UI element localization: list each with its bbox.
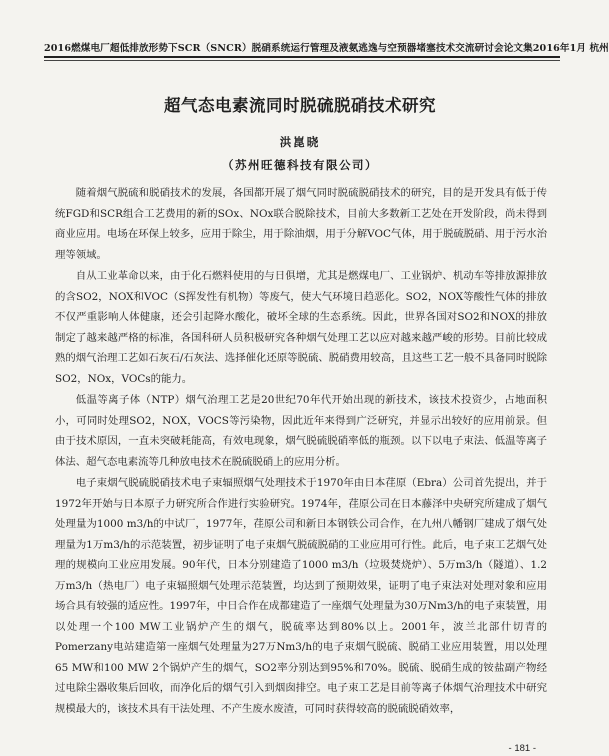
author-name: 洪崑晓 xyxy=(279,135,321,149)
running-header xyxy=(44,40,609,54)
article-body xyxy=(55,183,547,719)
paragraph: 电子束烟气脱硫脱硝技术电子束辐照烟气处理技术于1970年由日本荏原（Ebra）公司首先提出，并于1972年开始与日本原子力研究所合作进行实验研究。1974年，荏原公司在日本藤泽中央研究所建成了烟气处理量为1000 m3/h的中试厂，1977年，荏原公司和新日本钢铁公司合作，在九州八幡钢厂建成了烟气处理量为1万m3/h的示范装置，初步证明了电子束烟气脱硫脱硝的工业应用可行性。此后，电子束工艺烟气处理的规模向工业应用发展。90年代，日本分别建造了1000 m3/h（垃圾焚烧炉）、5万m3/h（隧道）、1.2万m3/h（热电厂）电子束辐照烟气处理示范装置，均达到了预期效果，证明了电子束法对处理对象和应用场合具有较强的适应性。1997年，中日合作在成都建造了一座烟气处理量为30万Nm3/h的电子束装置，用以处理一个100 MW工业锅炉产生的烟气，脱硫率达到80%以上。2001年，波兰北部什切青的Pomerzany电站建造第一座烟气处理量为27万Nm3/h的电子束烟气脱硫、脱硝工业应用装置，用以处理65 MW和100 MW 2个锅炉产生的烟气，SO2率分别达到95%和70%。脱硫、脱硝生成的铵盐副产物经过电除尘器收集后回收，而净化后的烟气引入到烟囱排空。电子束工艺是目前等离子体烟气治理技术中研究规模最大的，该技术具有干法处理、不产生废水废渣，可同时获得较高的脱硫脱硝效率， xyxy=(55,477,547,715)
conference-date-location: 2016年1月 杭州 xyxy=(532,43,609,54)
article-title: 超气态电素流同时脱硫脱硝技术研究 xyxy=(164,96,436,115)
page-number: - 181 - xyxy=(508,743,536,754)
paragraph: 自从工业革命以来，由于化石燃料使用的与日俱增，尤其是燃煤电厂、工业锅炉、机动车等排放源排放的含SO2，NOX和VOC（S挥发性有机物）等废气，使大气环境日趋恶化。SO2，NOX等酸性气体的排放不仅严重影响人体健康，还会引起降水酸化，破坏全球的生态系统。因此，世界各国对SO2和NOX的排放制定了越来越严格的标准，各国科研人员积极研究各种烟气处理工艺以应对越来越严峻的形势。目前比较成熟的烟气治理工艺如石灰石/石灰法、选择催化还原等脱硫、脱硝费用较高，且这些工艺一般不具备同时脱除SO2，NOx，VOCs的能力。 xyxy=(55,270,547,385)
header-rule-thick xyxy=(44,56,560,58)
paragraph: 随着烟气脱硫和脱硝技术的发展，各国都开展了烟气同时脱硫脱硝技术的研究，目的是开发具有低于传统FGD和SCR组合工艺费用的新的SOx、NOx联合脱除技术，目前大多数新工艺处在开发阶段，尚未得到商业应用。电场在环保上较多，应用于除尘，用于除油烟，用于分解VOC气体，用于脱硫脱硝、用于污水治理等领域。 xyxy=(55,187,547,261)
author-affiliation: （苏州旺德科技有限公司） xyxy=(222,158,378,172)
header-rule-thin xyxy=(44,60,560,61)
conference-title: 2016燃煤电厂超低排放形势下SCR（SNCR）脱硝系统运行管理及液氨逃逸与空预器堵塞技术交流研讨会论文集 xyxy=(44,43,533,54)
paragraph: 低温等离子体（NTP）烟气治理工艺是20世纪70年代开始出现的新技术，该技术投资少，占地面积小，可同时处理SO2，NOX，VOCS等污染物，因此近年来得到广泛研究，并显示出较好的应用前景。但由于技术原因，一直未突破耗能高，有效电现象，烟气脱硫脱硝率低的瓶颈。以下以电子束法、低温等离子体法、超气态电素流等几种放电技术在脱硫脱硝上的应用分析。 xyxy=(55,394,547,468)
